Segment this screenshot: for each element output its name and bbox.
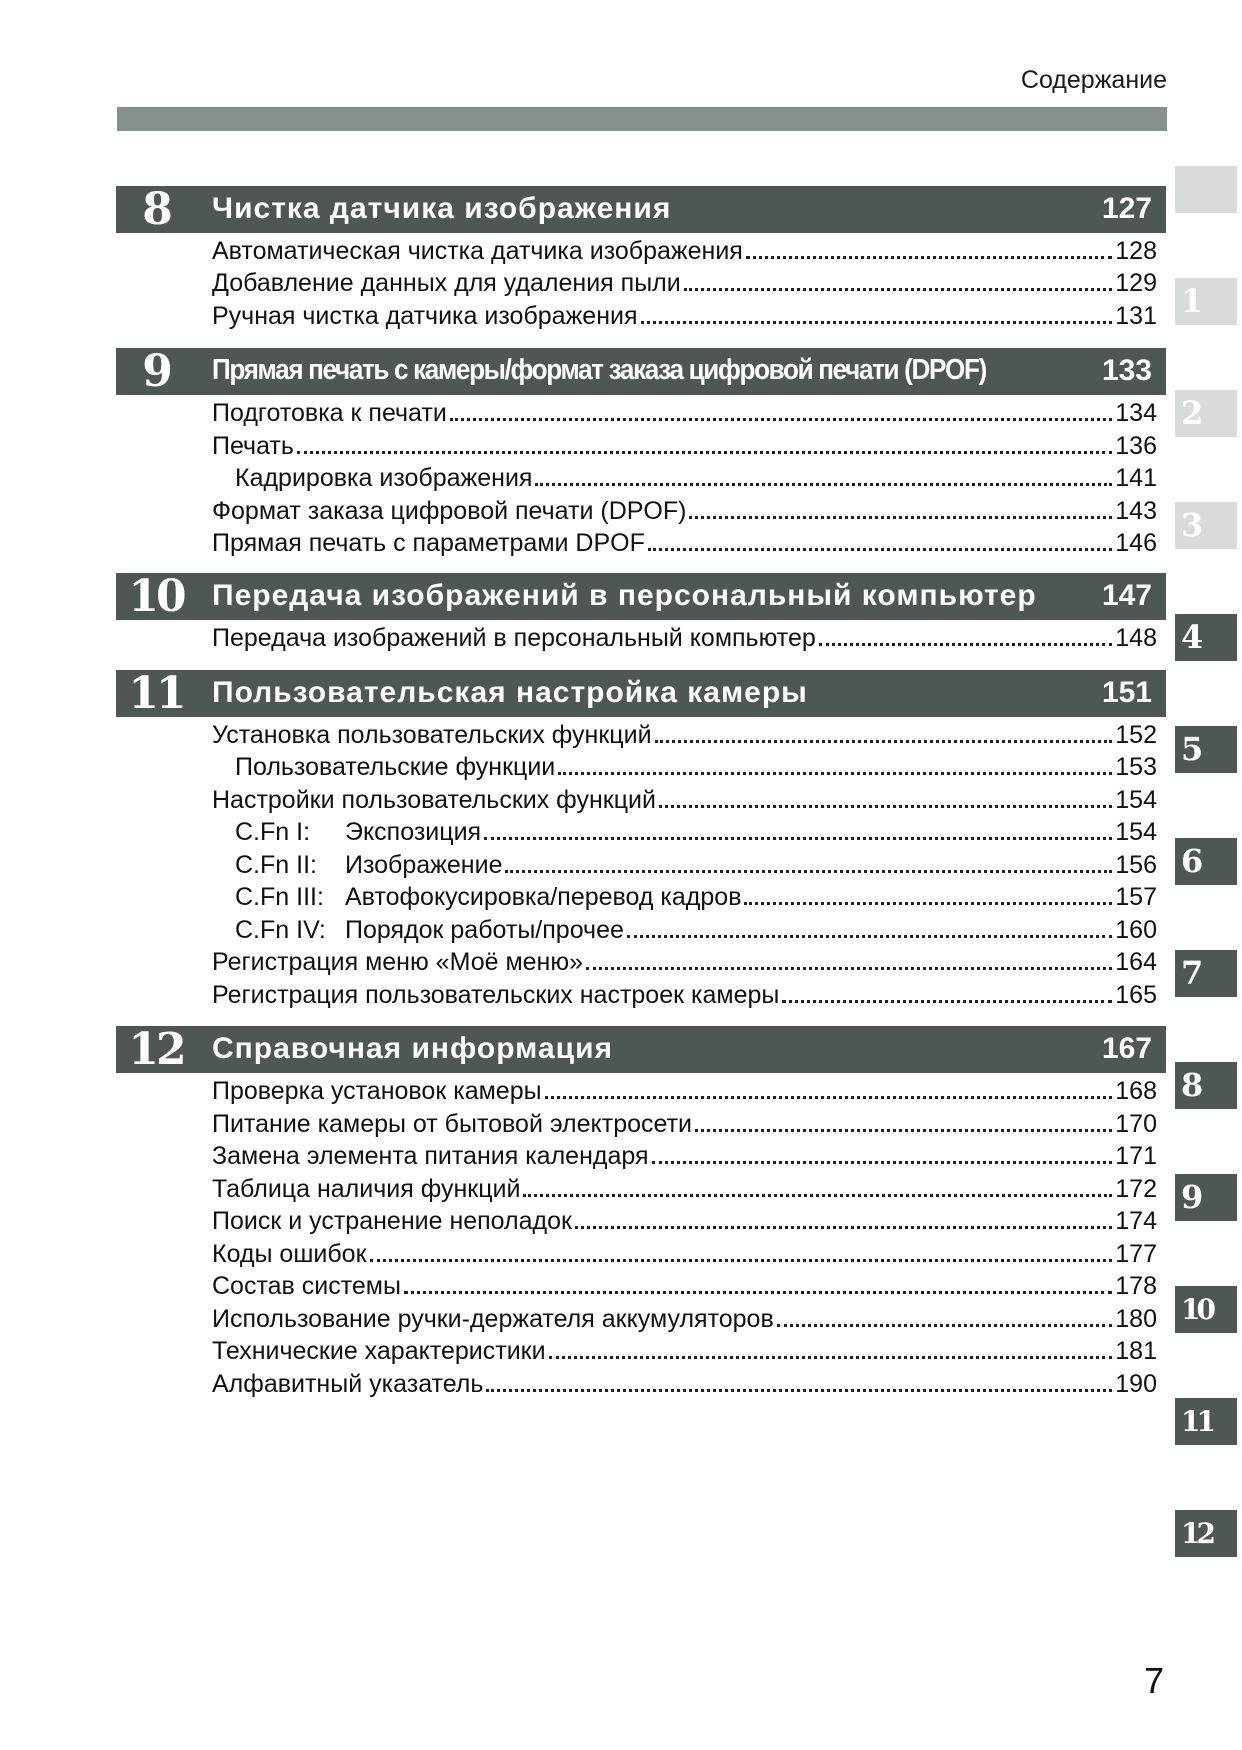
toc-entry-page: 156 [1115, 851, 1157, 879]
toc-entry[interactable] [212, 1303, 1157, 1335]
toc-entry[interactable] [212, 300, 1157, 332]
side-tab-11[interactable]: 11 [1175, 1398, 1237, 1445]
toc-entry-page: 171 [1115, 1142, 1157, 1170]
leader-dots [486, 1389, 1112, 1392]
toc-entry[interactable] [212, 1140, 1157, 1172]
leader-dots [586, 967, 1112, 970]
toc-subentry[interactable] [235, 881, 1157, 913]
toc-subentry[interactable] [235, 914, 1157, 946]
chapter-title: Чистка датчика изображения [212, 192, 672, 225]
toc-entry-page: 146 [1115, 529, 1157, 557]
leader-dots [545, 1096, 1113, 1099]
leader-dots [819, 643, 1113, 646]
toc-entry-page: 190 [1115, 1370, 1157, 1398]
leader-dots [627, 935, 1112, 938]
toc-entry-text [235, 849, 502, 881]
chapter-title: Передача изображений в персональный компьютер [212, 579, 1037, 612]
toc-entry[interactable] [212, 1368, 1157, 1400]
toc-entry-text: Прямая печать с параметрами DPOF [212, 529, 645, 557]
leader-dots [549, 1356, 1113, 1359]
leader-dots [655, 740, 1113, 743]
cfn-prefix: C.Fn I: [235, 818, 311, 846]
toc-entry-text: Настройки пользовательских функций [212, 786, 656, 814]
chapter-number: 10 [128, 571, 184, 622]
leader-dots [558, 772, 1112, 775]
toc-entry-text: Коды ошибок [212, 1240, 367, 1268]
toc-subentry[interactable] [235, 462, 1157, 494]
toc-entry-text: Состав системы [212, 1272, 401, 1300]
chapter-page: 167 [1101, 1032, 1152, 1065]
toc-entry-page: 164 [1115, 948, 1157, 976]
toc-entry-text: Использование ручки-держателя аккумуляторов [212, 1305, 774, 1333]
leader-dots [370, 1259, 1113, 1262]
toc-entry-page: 170 [1115, 1110, 1157, 1138]
leader-dots [450, 418, 1112, 421]
side-tab-5[interactable]: 5 [1175, 726, 1237, 773]
toc-entry-text: Пользовательские функции [235, 753, 556, 781]
toc-entry-page: 178 [1115, 1272, 1157, 1300]
cfn-prefix: C.Fn III: [235, 883, 324, 911]
toc-entry-text [235, 816, 481, 848]
chapter-number: 11 [128, 668, 184, 719]
toc-entry-page: 160 [1115, 916, 1157, 944]
toc-entry-page: 168 [1115, 1077, 1157, 1105]
toc-entry-page: 180 [1115, 1305, 1157, 1333]
chapter-title: Справочная информация [212, 1032, 614, 1065]
leader-dots [684, 288, 1113, 291]
leader-dots [484, 837, 1112, 840]
leader-dots [652, 1161, 1113, 1164]
toc-entry[interactable] [212, 1108, 1157, 1140]
header-bar [117, 107, 1167, 131]
chapter-header-11[interactable] [116, 670, 1166, 717]
toc-entry-text [235, 914, 624, 946]
cfn-title: Изображение [345, 851, 503, 879]
toc-entry[interactable] [212, 1270, 1157, 1302]
toc-entry-text: Проверка установок камеры [212, 1077, 542, 1105]
leader-dots [535, 483, 1112, 486]
side-tab-8[interactable]: 8 [1175, 1062, 1237, 1109]
cfn-title: Автофокусировка/перевод кадров [345, 883, 742, 911]
toc-entry-page: 181 [1115, 1337, 1157, 1365]
toc-entry[interactable] [212, 1173, 1157, 1205]
leader-dots [641, 321, 1113, 324]
toc-entry-text [235, 881, 741, 913]
leader-dots [404, 1291, 1112, 1294]
toc-entry-text: Установка пользовательских функций [212, 721, 652, 749]
page-header-title: Содержание [1020, 66, 1167, 94]
chapter-header-8[interactable] [116, 186, 1166, 233]
toc-entry-page: 153 [1115, 753, 1157, 781]
side-tab-3[interactable]: 3 [1175, 502, 1237, 549]
leader-dots [744, 902, 1112, 905]
toc-entry-page: 136 [1115, 432, 1157, 460]
chapter-number: 8 [142, 184, 170, 235]
toc-entry-text: Технические характеристики [212, 1337, 546, 1365]
side-tab-9[interactable]: 9 [1175, 1174, 1237, 1221]
leader-dots [575, 1226, 1112, 1229]
toc-entry-text: Питание камеры от бытовой электросети [212, 1110, 693, 1138]
toc-entry-text: Алфавитный указатель [212, 1370, 484, 1398]
side-tab-6[interactable]: 6 [1175, 838, 1237, 885]
toc-entry[interactable] [212, 946, 1157, 978]
chapter-page: 127 [1101, 192, 1152, 225]
leader-dots [659, 805, 1112, 808]
toc-entry-page: 177 [1115, 1240, 1157, 1268]
toc-entry-page: 157 [1115, 883, 1157, 911]
toc-entry[interactable] [212, 719, 1157, 751]
toc-entry-text: Ручная чистка датчика изображения [212, 302, 638, 330]
cfn-title: Порядок работы/прочее [345, 916, 624, 944]
toc-entry-page: 129 [1115, 269, 1157, 297]
toc-entry-text: Формат заказа цифровой печати (DPOF) [212, 497, 687, 525]
toc-entry[interactable] [212, 784, 1157, 816]
toc-entry[interactable] [212, 1238, 1157, 1270]
toc-entry[interactable] [212, 1205, 1157, 1237]
leader-dots [297, 451, 1112, 454]
side-tab-2[interactable]: 2 [1175, 390, 1237, 437]
chapter-number: 12 [128, 1024, 184, 1075]
toc-entry-text: Передача изображений в персональный компьютер [212, 624, 816, 652]
toc-entry-page: 131 [1115, 302, 1157, 330]
toc-entry[interactable] [212, 495, 1157, 527]
chapter-title: Прямая печать с камеры/формат заказа цифровой печати (DPOF) [212, 354, 986, 386]
side-tab-10[interactable]: 10 [1175, 1286, 1237, 1333]
cfn-prefix: C.Fn IV: [235, 916, 326, 944]
toc-entry-text: Подготовка к печати [212, 399, 447, 427]
leader-dots [695, 1129, 1112, 1132]
leader-dots [777, 1324, 1113, 1327]
toc-entry-text: Печать [212, 432, 294, 460]
leader-dots [746, 256, 1112, 259]
toc-entry[interactable] [212, 979, 1157, 1011]
toc-entry[interactable] [212, 527, 1157, 559]
page-number: 7 [1143, 1660, 1164, 1701]
chapter-number: 9 [142, 346, 170, 397]
chapter-page: 133 [1101, 354, 1152, 387]
leader-dots [523, 1194, 1112, 1197]
cfn-prefix: C.Fn II: [235, 851, 317, 879]
toc-entry-page: 154 [1115, 818, 1157, 846]
leader-dots [648, 548, 1112, 551]
cfn-title: Экспозиция [345, 818, 482, 846]
toc-entry-page: 134 [1115, 399, 1157, 427]
toc-entry-text: Поиск и устранение неполадок [212, 1207, 572, 1235]
toc-subentry[interactable] [235, 816, 1157, 848]
toc-entry[interactable] [212, 235, 1157, 267]
leader-dots [689, 516, 1112, 519]
toc-entry-page: 143 [1115, 497, 1157, 525]
toc-entry-text: Регистрация пользовательских настроек камеры [212, 981, 780, 1009]
toc-entry-page: 174 [1115, 1207, 1157, 1235]
toc-entry-text: Замена элемента питания календаря [212, 1142, 649, 1170]
side-tab-7[interactable]: 7 [1175, 950, 1237, 997]
toc-entry-page: 172 [1115, 1175, 1157, 1203]
toc-entry-text: Добавление данных для удаления пыли [212, 269, 681, 297]
toc-entry-text: Кадрировка изображения [235, 464, 533, 492]
toc-entry-page: 154 [1115, 786, 1157, 814]
toc-entry-page: 141 [1115, 464, 1157, 492]
toc-entry-text: Автоматическая чистка датчика изображения [212, 237, 743, 265]
toc-entry-page: 128 [1115, 237, 1157, 265]
toc-entry-text: Таблица наличия функций [212, 1175, 521, 1203]
toc-entry-text: Регистрация меню «Моё меню» [212, 948, 583, 976]
leader-dots [505, 870, 1112, 873]
toc-entry[interactable] [212, 622, 1157, 654]
chapter-header-10[interactable] [116, 573, 1166, 620]
toc-entry-page: 165 [1115, 981, 1157, 1009]
chapter-header-9[interactable] [116, 348, 1166, 395]
toc-entry[interactable] [212, 430, 1157, 462]
chapter-header-12[interactable] [116, 1026, 1166, 1073]
toc-entry-page: 152 [1115, 721, 1157, 749]
toc-entry[interactable] [212, 397, 1157, 429]
chapter-page: 151 [1101, 676, 1152, 709]
toc-entry[interactable] [212, 1335, 1157, 1367]
toc-entry[interactable] [212, 267, 1157, 299]
side-tab-12[interactable]: 12 [1175, 1510, 1237, 1557]
side-tab-blank [1175, 166, 1237, 213]
side-tab-1[interactable]: 1 [1175, 278, 1237, 325]
toc-subentry[interactable] [235, 751, 1157, 783]
toc-entry[interactable] [212, 1075, 1157, 1107]
toc-entry-page: 148 [1115, 624, 1157, 652]
side-tab-4[interactable]: 4 [1175, 614, 1237, 661]
toc-subentry[interactable] [235, 849, 1157, 881]
chapter-page: 147 [1101, 579, 1152, 612]
leader-dots [782, 1000, 1112, 1003]
chapter-title: Пользовательская настройка камеры [212, 676, 808, 709]
